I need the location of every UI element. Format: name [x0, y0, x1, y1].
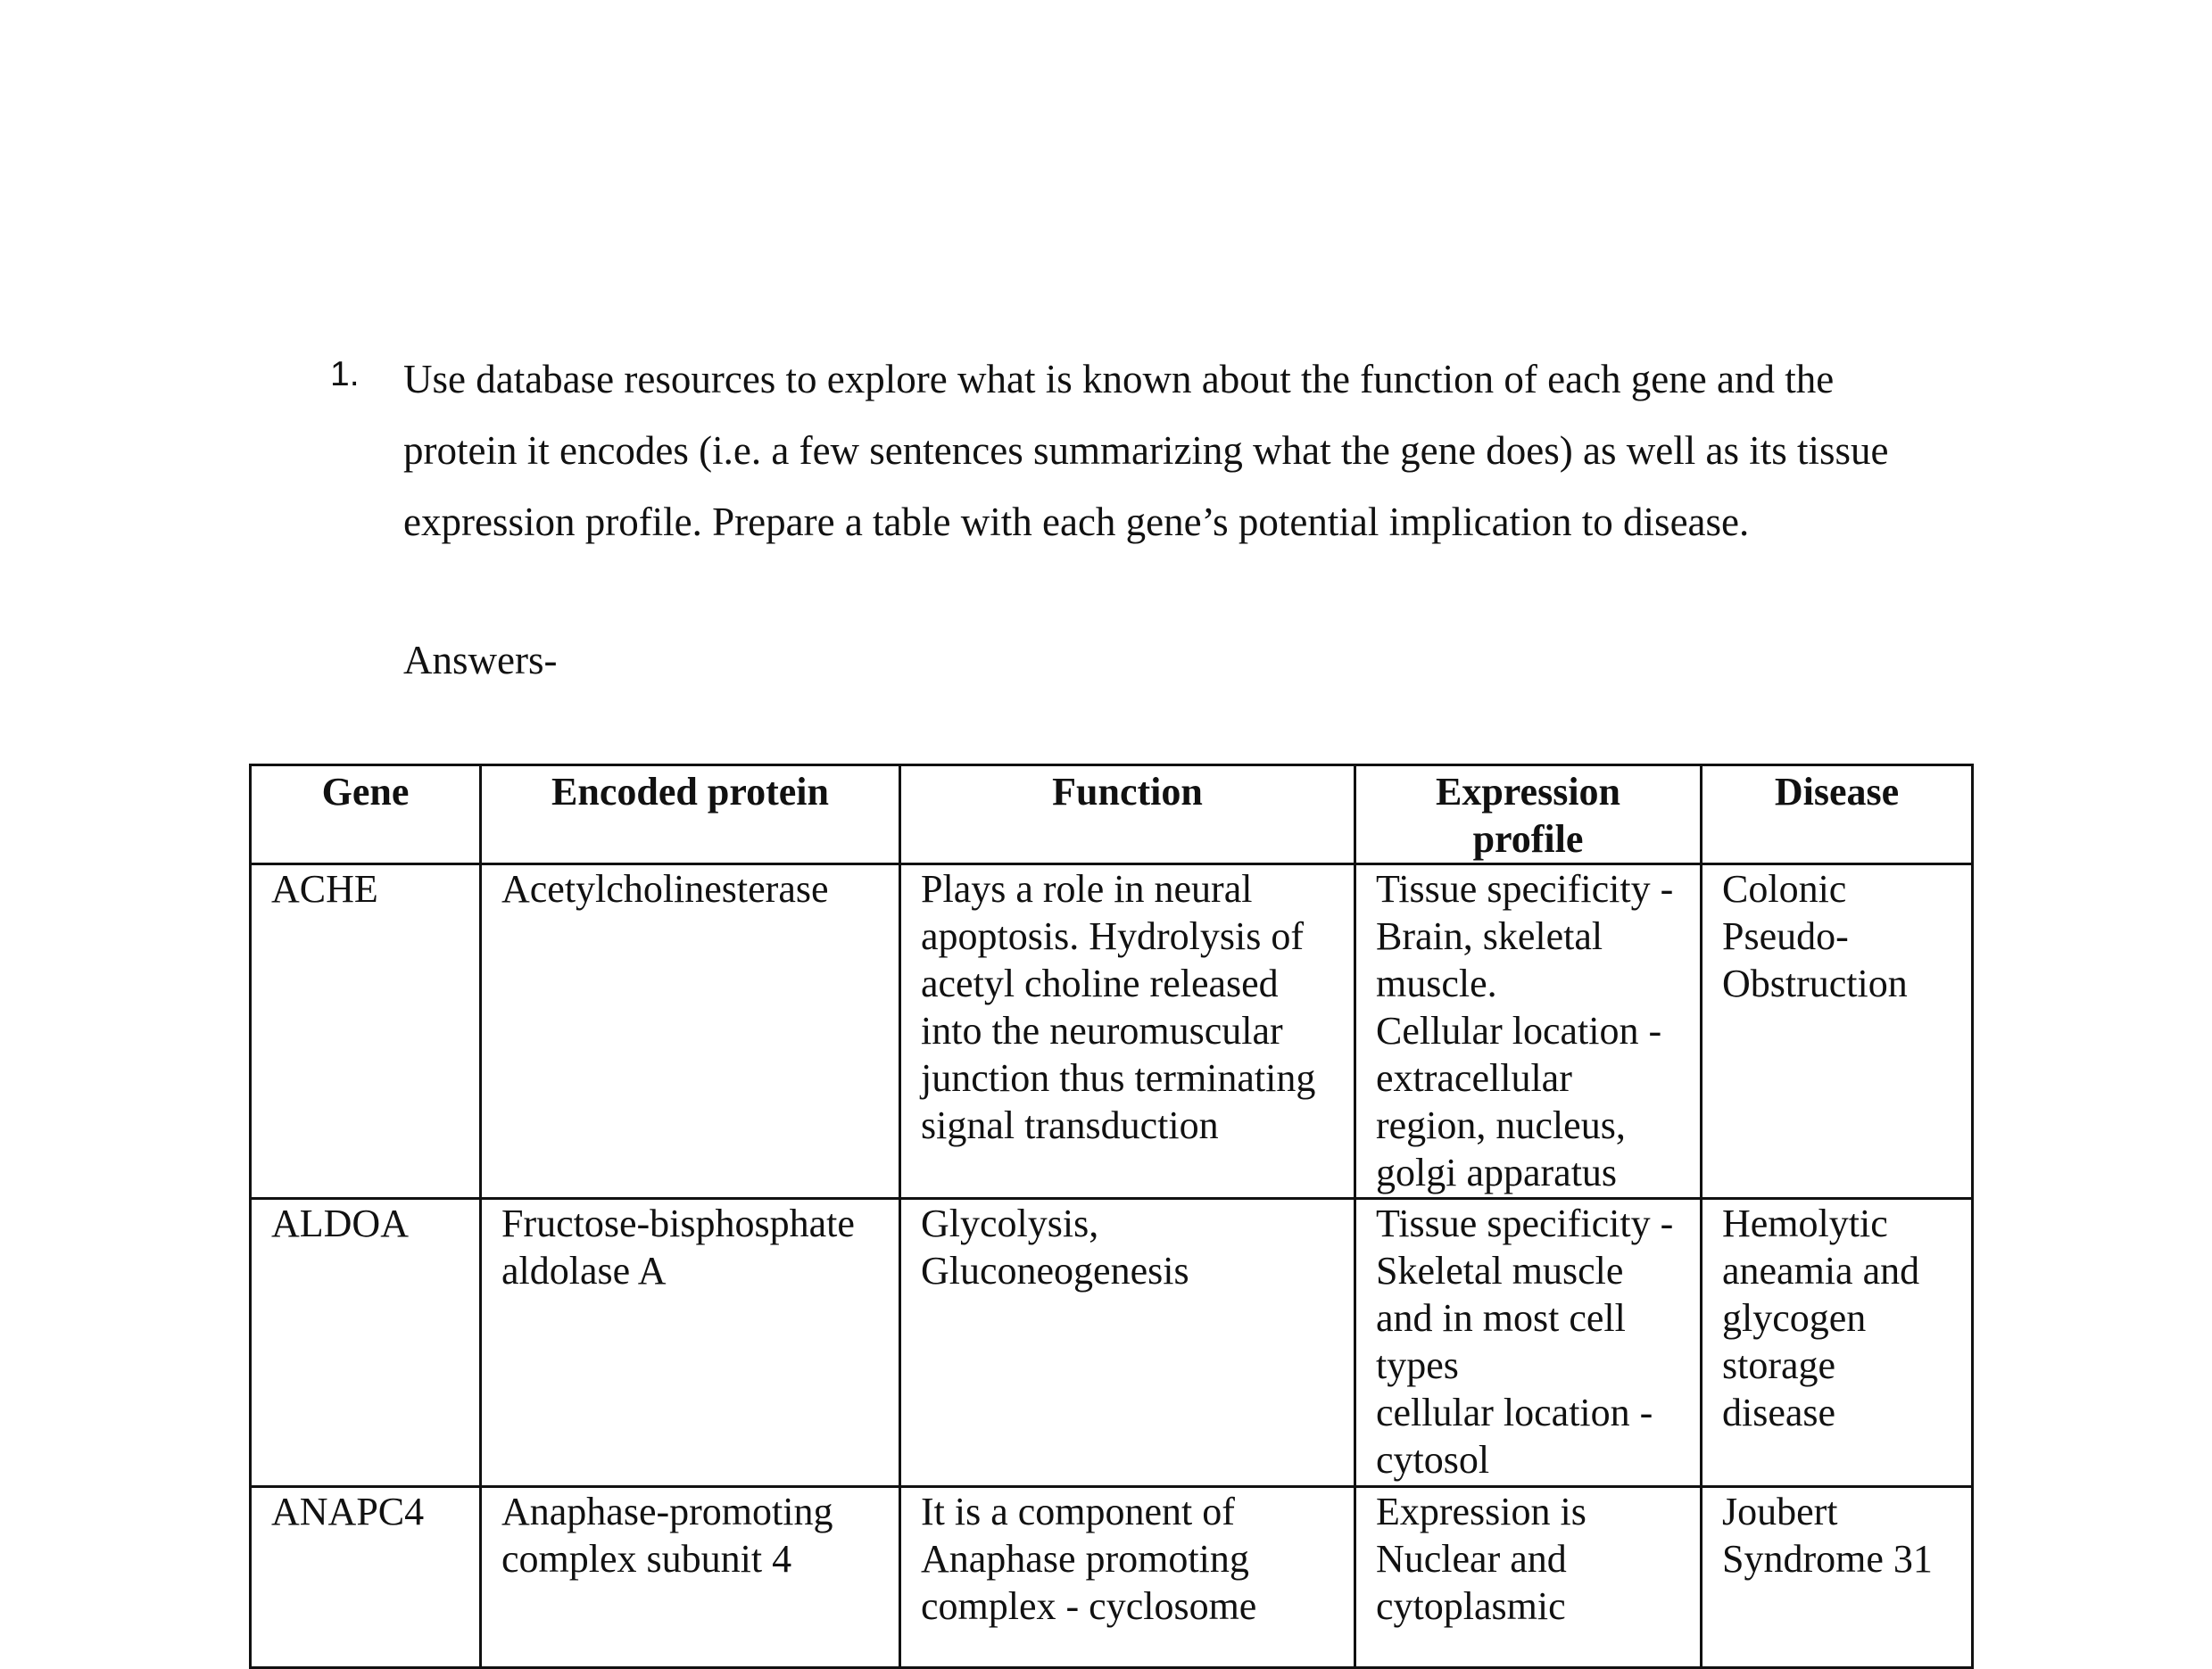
function-cell: Plays a role in neural apoptosis. Hydrolysis of acetyl choline released into the neuromuscular junction thus terminating signal transduction — [900, 864, 1355, 1199]
header-gene: Gene — [251, 765, 481, 864]
header-encoded-protein: Encoded protein — [481, 765, 900, 864]
expression-line: cellular location - cytosol — [1376, 1391, 1653, 1482]
protein-cell: Anaphase-promoting complex subunit 4 — [481, 1487, 900, 1668]
expression-cell — [1355, 1487, 1702, 1668]
disease-cell: Joubert Syndrome 31 — [1702, 1487, 1973, 1668]
header-function: Function — [900, 765, 1355, 864]
answers-label: Answers- — [403, 638, 558, 682]
disease-cell: Colonic Pseudo-Obstruction — [1702, 864, 1973, 1199]
expression-line: Expression is Nuclear and cytoplasmic — [1376, 1490, 1587, 1628]
header-disease: Disease — [1702, 765, 1973, 864]
expression-line: Tissue specificity - Brain, skeletal muscle. — [1376, 867, 1674, 1005]
expression-line: Tissue specificity - Skeletal muscle and in most cell types — [1376, 1202, 1674, 1387]
table-row — [251, 1487, 1973, 1668]
gene-cell: ANAPC4 — [251, 1487, 481, 1668]
header-expression-profile: Expression profile — [1355, 765, 1702, 864]
disease-cell: Hemolytic aneamia and glycogen storage disease — [1702, 1199, 1973, 1487]
gene-cell: ALDOA — [251, 1199, 481, 1487]
question-text: Use database resources to explore what is known about the function of each gene and the protein it encodes (i.e. a few sentences summarizing what the gene does) as well as its tissue expression profile. Prepare a table with each gene’s potential implication to disease. — [403, 357, 1889, 544]
question-number: 1. — [330, 355, 360, 393]
function-cell: It is a component of Anaphase promoting complex - cyclosome — [900, 1487, 1355, 1668]
function-cell: Glycolysis, Gluconeogenesis — [900, 1199, 1355, 1487]
expression-line: Cellular location - extracellular region, nucleus, golgi apparatus — [1376, 1009, 1662, 1194]
expression-cell — [1355, 864, 1702, 1199]
expression-cell — [1355, 1199, 1702, 1487]
protein-cell: Acetylcholinesterase — [481, 864, 900, 1199]
table-row — [251, 864, 1973, 1199]
protein-cell: Fructose-bisphosphate aldolase A — [481, 1199, 900, 1487]
table-header-row — [251, 765, 1973, 864]
gene-table — [249, 764, 1974, 1669]
table-row — [251, 1199, 1973, 1487]
gene-cell: ACHE — [251, 864, 481, 1199]
